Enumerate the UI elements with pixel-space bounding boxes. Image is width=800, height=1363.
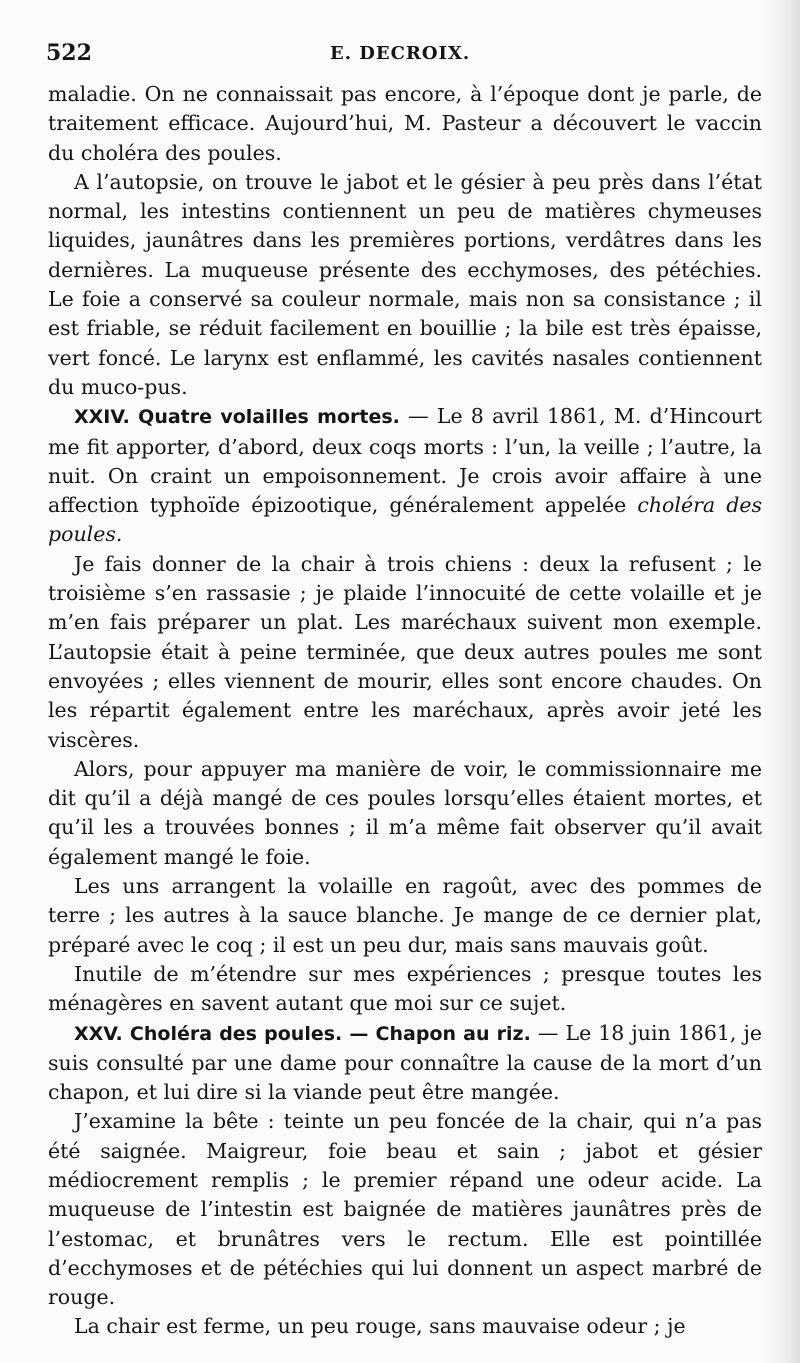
- page-header: [46, 40, 760, 80]
- page-edge-shadow: [762, 0, 800, 1363]
- paragraph-continuation: [48, 80, 762, 168]
- section-xxv: [48, 1019, 762, 1108]
- paragraph-inutile: [48, 960, 762, 1019]
- italic-term: choléra des poules.: [48, 493, 762, 547]
- paragraph-chair: [48, 1312, 762, 1341]
- paragraph-text: Je fais donner de la chair à trois chiens : deux la refusent ; le troisième s’en rassasie ; je plaide l’innocuité de cette volaille et je m’en fais préparer un plat. Les maréchaux suivent mon exemple. L’autopsie était à peine terminée, que deux autres poules me sont envoyées ; elles viennent de mourir, elles sont encore chaudes. On les répartit également entre les maréchaux, après avoir jeté les viscères.: [48, 551, 762, 752]
- paragraph-text: A l’autopsie, on trouve le jabot et le gésier à peu près dans l’état normal, les intestins contiennent un peu de matières chymeuses liquides, jaunâtres dans les premières portions, verdâtres dans les dernières. La muqueuse présente des ecchymoses, des pétéchies. Le foie a conservé sa couleur normale, mais non sa consistance ; il est friable, se réduit facilement en bouillie ; la bile est très épaisse, vert foncé. Le larynx est enflammé, les cavités nasales contiennent du muco-pus.: [48, 169, 762, 399]
- paragraph-text: Inutile de m’étendre sur mes expériences ; presque toutes les ménagères en savent autant que moi sur ce sujet.: [48, 961, 762, 1016]
- paragraph-text: Les uns arrangent la volaille en ragoût, avec des pommes de terre ; les autres à la sauce blanche. Je mange de ce dernier plat, préparé avec le coq ; il est un peu dur, mais sans mauvais goût.: [48, 874, 762, 957]
- paragraph-autopsy: [48, 168, 762, 402]
- paragraph-text: La chair est ferme, un peu rouge, sans mauvaise odeur ; je: [74, 1314, 686, 1339]
- paragraph-text: — Le 18 juin 1861, je suis consulté par une dame pour connaître la cause de la mort d’un chapon, et lui dire si la viande peut être mangée.: [48, 1020, 762, 1105]
- paragraph-text: J’examine la bête : teinte un peu foncée de la chair, qui n’a pas été saignée. Maigreur, foie beau et sain ; jabot et gésier médiocrement remplis ; le premier répand une odeur acide. La muqueuse de l’intestin est baignée de matières jaunâtres près de l’estomac, et brunâtres vers le rectum. Elle est pointillée d’ecchymoses et de pétéchies qui lui donnent un aspect marbré de rouge.: [48, 1109, 762, 1310]
- paragraph-text: — Le 8 avril 1861, M. d’Hincourt me fit apporter, d’abord, deux coqs morts : l’un, la veille ; l’autre, la nuit. On craint un empoisonnement. Je crois avoir affaire à une affection typhoïde épizootique, généralement appelée: [48, 404, 762, 518]
- paragraph-ragout: [48, 872, 762, 960]
- section-heading: XXIV. Quatre volailles mortes.: [74, 406, 400, 429]
- paragraph-text: Alors, pour appuyer ma manière de voir, le commissionnaire me dit qu’il a déjà mangé de ces poules lorsqu’elles étaient mortes, et qu’il les a trouvées bonnes ; il m’a même fait observer qu’il avait également mangé le foie.: [48, 756, 762, 869]
- running-head: E. DECROIX.: [330, 43, 471, 64]
- paragraph-commissionnaire: [48, 755, 762, 872]
- page-number: 522: [46, 40, 92, 66]
- paragraph-examine: [48, 1107, 762, 1312]
- paragraph-text: maladie. On ne connaissait pas encore, à l’époque dont je parle, de traitement efficace. Aujourd’hui, M. Pasteur a découvert le vaccin du choléra des poules.: [48, 82, 762, 165]
- section-xxiv: [48, 402, 762, 549]
- section-heading: XXV. Choléra des poules. — Chapon au riz.: [74, 1022, 531, 1045]
- paragraph-dogs: [48, 550, 762, 755]
- body-text: [48, 80, 762, 1342]
